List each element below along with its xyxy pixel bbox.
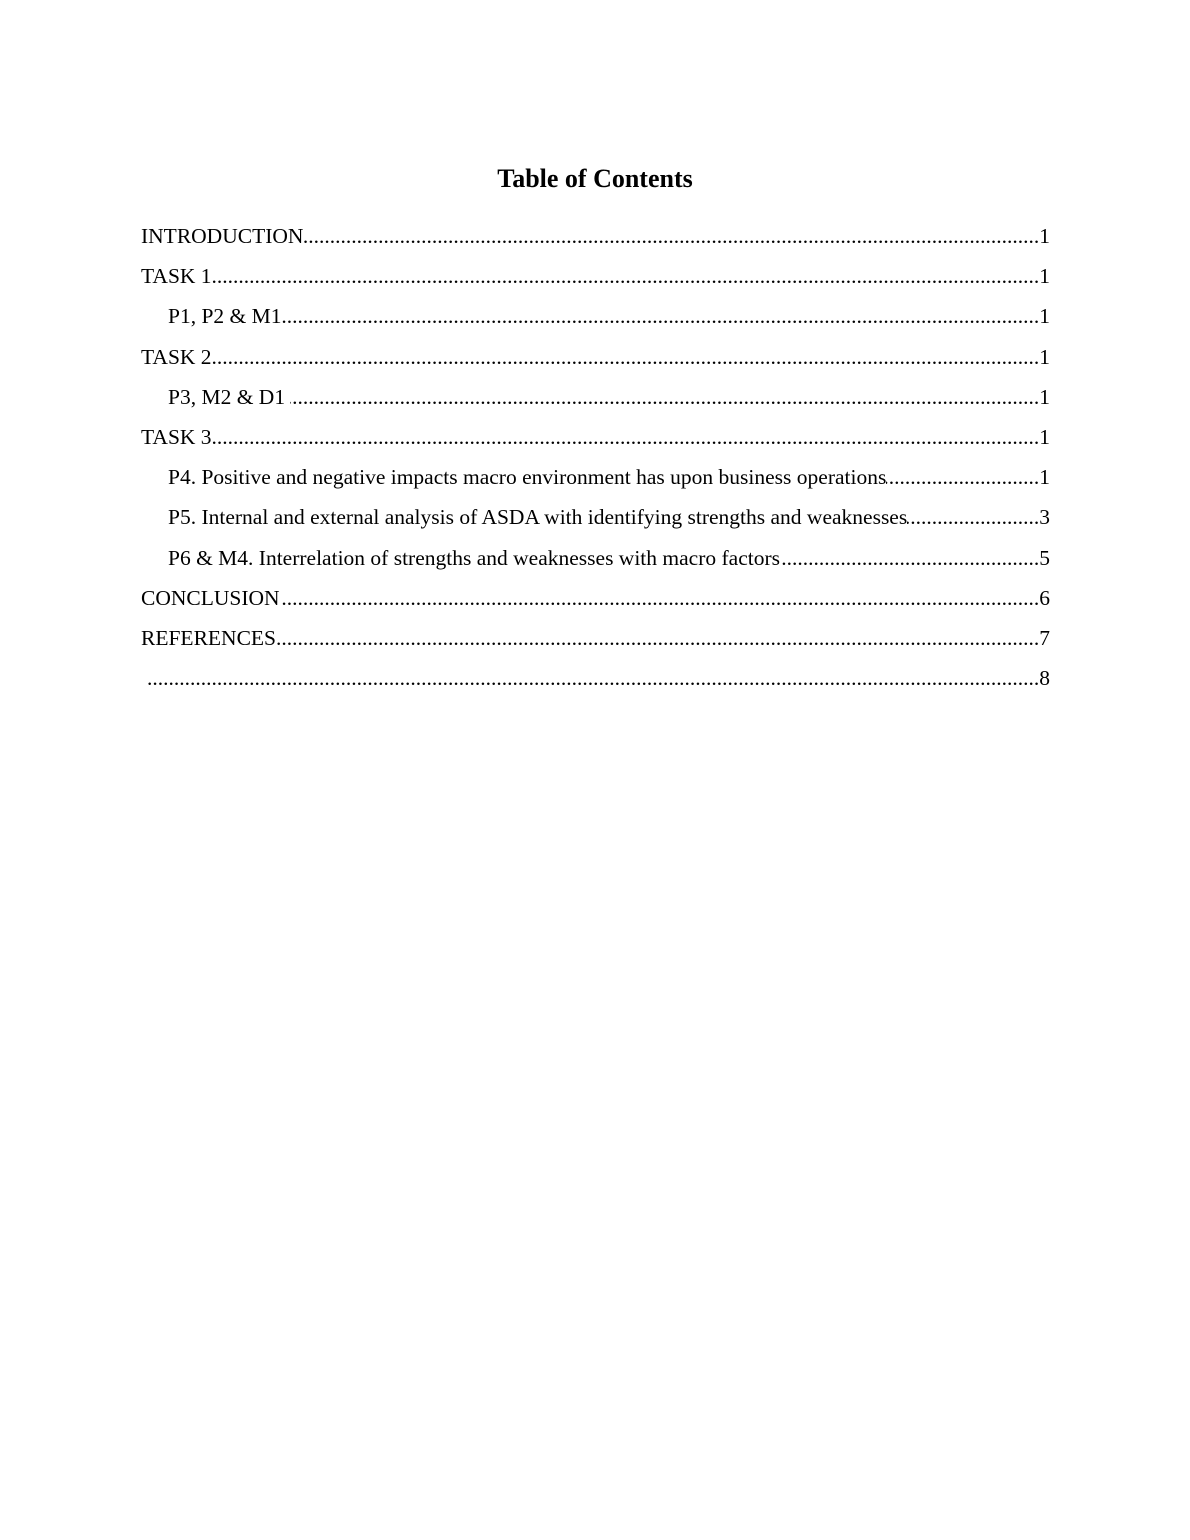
toc-entry-p5[interactable]	[141, 501, 1050, 541]
toc-dot-leader	[886, 461, 1039, 493]
toc-page-number: 6	[1039, 585, 1050, 610]
toc-entry-label: TASK 2	[141, 344, 212, 369]
toc-dot-leader	[290, 381, 1039, 413]
toc-dot-leader	[303, 220, 1039, 252]
toc-page-number: 5	[1039, 545, 1050, 570]
toc-page-number: 1	[1039, 224, 1050, 248]
toc-entry-task-3[interactable]	[141, 421, 1050, 461]
toc-entry-label: P4. Positive and negative impacts macro environment has upon business operations	[168, 465, 887, 490]
toc-page-number: 1	[1039, 384, 1050, 409]
toc-entry-label: TASK 3	[141, 424, 212, 449]
toc-dot-leader	[276, 622, 1039, 654]
toc-page-number: 1	[1039, 424, 1050, 449]
toc-entry-p1-p2-m1[interactable]	[141, 300, 1050, 340]
toc-page-number: 7	[1039, 625, 1050, 650]
toc-list	[141, 220, 1050, 702]
toc-dot-leader	[280, 582, 1040, 614]
toc-entry-label: P5. Internal and external analysis of ASDA with identifying strengths and weaknesses	[168, 505, 908, 530]
toc-entry-references[interactable]	[141, 622, 1050, 662]
toc-dot-leader	[907, 501, 1039, 533]
toc-entry-label: P1, P2 & M1	[168, 304, 282, 329]
toc-dot-leader	[212, 260, 1040, 292]
toc-page-number: 1	[1039, 465, 1050, 490]
toc-dot-leader	[282, 300, 1040, 332]
toc-page-number: 8	[1039, 666, 1050, 691]
toc-page-number: 1	[1039, 304, 1050, 329]
toc-page-number: 1	[1039, 264, 1050, 289]
toc-page-number: 1	[1039, 344, 1050, 369]
toc-entry-p4[interactable]	[141, 461, 1050, 501]
toc-entry-p6-m4[interactable]	[141, 542, 1050, 582]
toc-entry-label: P3, M2 & D1	[168, 384, 291, 409]
toc-entry-introduction[interactable]	[141, 220, 1050, 260]
toc-dot-leader	[146, 662, 1039, 694]
toc-entry-task-1[interactable]	[141, 260, 1050, 300]
toc-entry-label: P6 & M4. Interrelation of strengths and weaknesses with macro factors	[168, 545, 780, 570]
toc-dot-leader	[212, 341, 1040, 373]
toc-dot-leader	[212, 421, 1040, 453]
toc-entry-task-2[interactable]	[141, 341, 1050, 381]
toc-title: Table of Contents	[497, 164, 693, 193]
toc-entry-label: TASK 1	[141, 264, 212, 289]
toc-entry-untitled[interactable]	[141, 662, 1050, 702]
toc-entry-conclusion[interactable]	[141, 582, 1050, 622]
toc-entry-label: REFERENCES	[141, 625, 276, 650]
toc-entry-p3-m2-d1[interactable]	[141, 381, 1050, 421]
toc-entry-label: INTRODUCTION	[141, 224, 304, 248]
toc-entry-label: CONCLUSION	[141, 585, 280, 610]
toc-page-number: 3	[1039, 505, 1050, 530]
toc-dot-leader	[780, 542, 1039, 574]
